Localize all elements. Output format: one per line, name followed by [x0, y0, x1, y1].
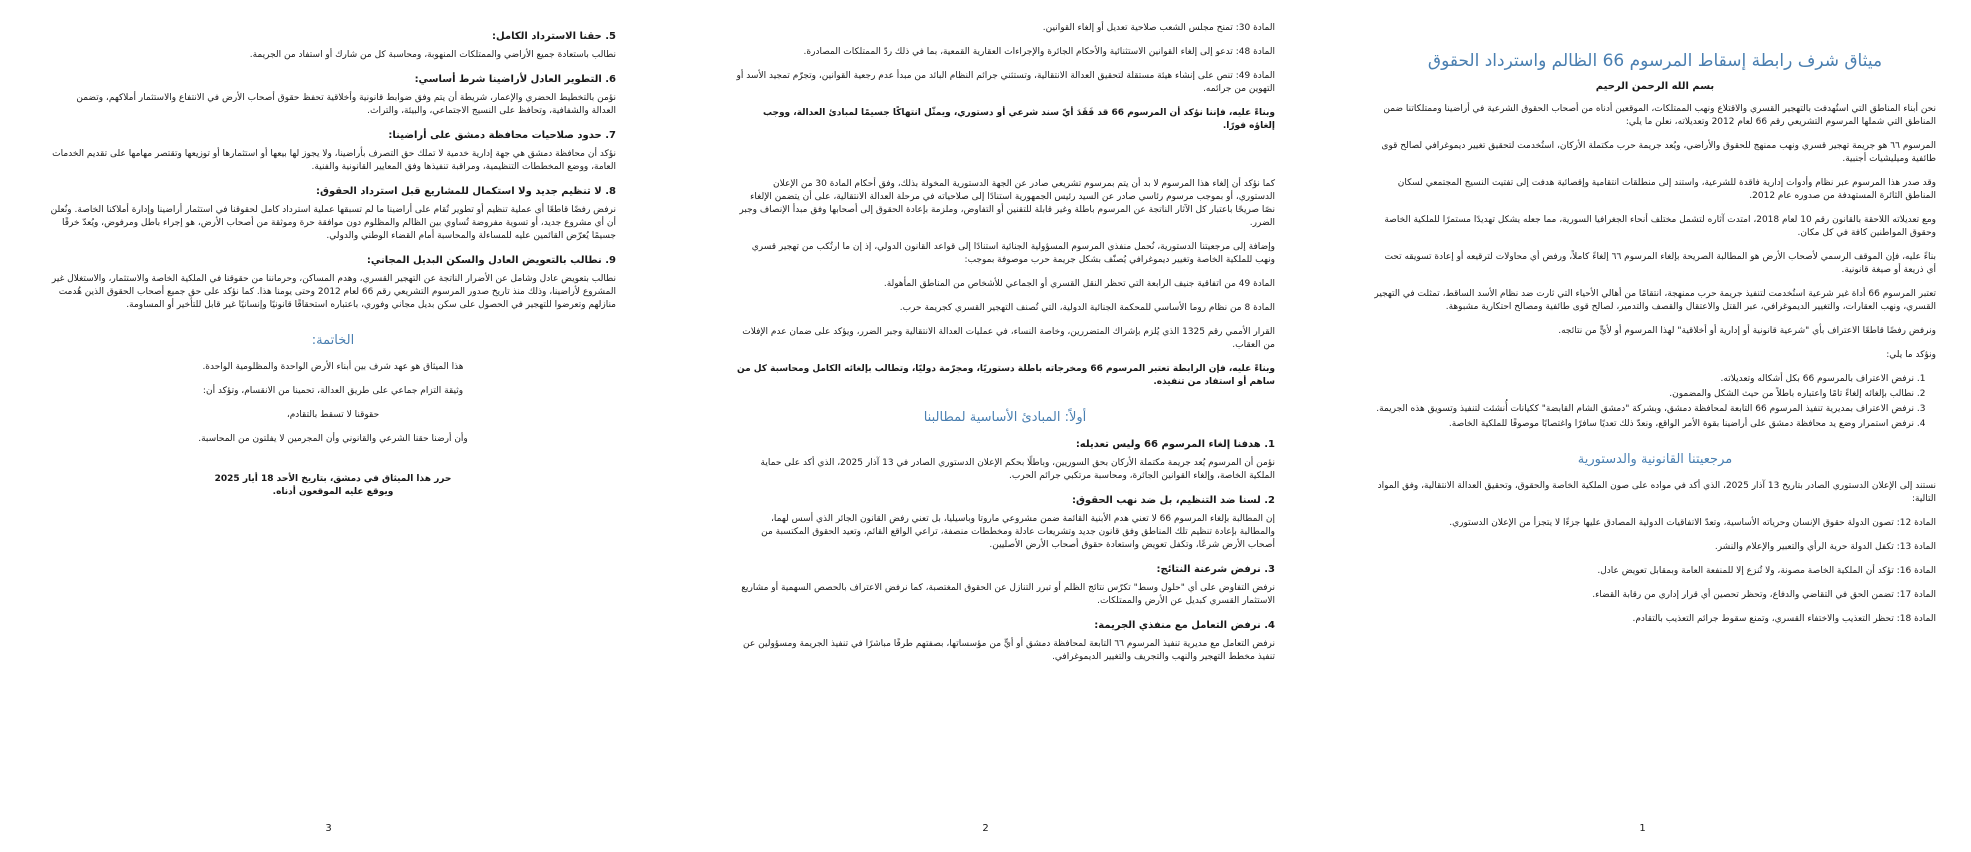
conclusion: وبناءً عليه، فإن الرابطة تعتبر المرسوم 66 ومخرجاته باطلة دستوريًا، ومجرّمة دوليًا، وتطالب بإلغائه الكامل ومحاسبة كل من ساهم أو استفاد من تنفيذه.	[736, 364, 1275, 387]
article: المادة 13: تكفل الدولة حرية الرأي والتعبير والإعلام والنشر.	[1714, 542, 1936, 552]
paragraph: وقد صدر هذا المرسوم عبر نظام وأدوات إدارية فاقدة للشرعية، واستند إلى منطلقات انتقامية وإقصائية هدفت إلى تفتيت النسيج المجتمعي لسكان المناطق الثائرة المستهدفة من صدوره عام 2012.	[1397, 178, 1936, 201]
closing-line: هذا الميثاق هو عهد شرف بين أبناء الأرض الواحدة والمظلومية الواحدة.	[202, 362, 464, 372]
conclusion: وبناءً عليه، فإننا نؤكد أن المرسوم 66 قد فَقَدَ أيّ سند شرعي أو دستوري، ويمثّل انتهاكًا جسيمًا لمبادئ العدالة، ووجب إلغاؤه فورًا.	[762, 108, 1275, 131]
paragraph: المرسوم ٦٦ هو جريمة تهجير قسري ونهب ممنهج للحقوق والأراضي، ويُعد جريمة حرب مكتملة الأركان، استُخدمت لتحقيق تغيير ديموغرافي لصالح قوى طائفية وميليشيات أجنبية.	[1381, 141, 1936, 164]
principle-heading: 9. نطالب بالتعويض العادل والسكن البديل المجاني:	[366, 255, 616, 266]
signature-note: ويوقع عليه الموقعون أدناه.	[272, 487, 394, 497]
article: المادة 12: تصون الدولة حقوق الإنسان وحرياته الأساسية، وتعدّ الاتفاقيات الدولية المصادق عليها جزءًا لا يتجزأ من الإعلان الدستوري.	[1449, 518, 1936, 528]
paragraph: ومع تعديلاته اللاحقة بالقانون رقم 10 لعام 2018، امتدت آثاره لتشمل مختلف أنحاء الجغرافيا السورية، مما جعله يشكل تهديدًا مستمرًا للملكية الخاصة وحقوق المواطنين كافة في كل مكان.	[1384, 215, 1936, 238]
page-1-content	[1374, 50, 1936, 637]
paragraph: ونؤكد ما يلي:	[1886, 350, 1936, 360]
article: المادة 49: تنص على إنشاء هيئة مستقلة لتحقيق العدالة الانتقالية، وتستثني جرائم النظام البائد من مبدأ عدم رجعية القوانين، وتجرّم تمجيد الأسد أو التهوين من جرائمه.	[736, 71, 1275, 94]
list-item: 4. نرفض استمرار وضع يد محافظة دمشق على أراضينا بقوة الأمر الواقع، ونعدّ ذلك تعديًا سافرًا واغتصابًا موصوفًا للملكية الخاصة.	[1374, 418, 1914, 431]
page-2-content	[735, 22, 1275, 675]
principle-text: نؤكد أن محافظة دمشق هي جهة إدارية خدمية لا تملك حق التصرف بأراضينا، ولا يجوز لها بيعها أو استثمارها أو توزيعها وتقتصر مهامها على تقديم الخدمات العامة، ووضع المخططات التنظيمية، ومراقبة تنفيذها وفق المعايير القانونية والفنية.	[52, 149, 616, 172]
page-number: 2	[982, 823, 989, 834]
paragraph: نحن أبناء المناطق التي استُهدفت بالتهجير القسري والاقتلاع ونهب الممتلكات، الموقعين أدناه من أصحاب الحقوق الشرعية في أراضينا وممتلكاتنا ضمن المناطق التي شملها المرسوم التشريعي رقم 66 لعام 2012 وتعديلاته، نعلن ما يلي:	[1383, 104, 1936, 127]
paragraph: بناءً عليه، فإن الموقف الرسمي لأصحاب الأرض هو المطالبة الصريحة بإلغاء المرسوم ٦٦ إلغاءً كاملاً، ورفض أي محاولات لترقيعه أو إعادة تسويقه تحت أي ذريعة أو صيغة قانونية.	[1384, 252, 1936, 275]
paragraph: وإضافة إلى مرجعيتنا الدستورية، نُحمل منفذي المرسوم المسؤولية الجنائية استنادًا إلى قواعد القانون الدولي، إذ إن ما ارتُكب من تهجير قسري ونهب للملكية الخاصة وتغيير ديموغرافي يُصنّف بشكل جريمة حرب موصوفة بموجب:	[751, 242, 1275, 265]
document-page-3	[0, 0, 657, 852]
article: المادة 48: تدعو إلى إلغاء القوانين الاستثنائية والأحكام الجائرة والإجراءات العقارية القمعية، بما في ذلك ردّ الممتلكات المصادرة.	[803, 47, 1275, 57]
list-item: 2. نطالب بإلغائه إلغاءً تامًا واعتباره باطلاً من حيث الشكل والمضمون.	[1374, 388, 1914, 401]
principle-text: نرفض التفاوض على أي "حلول وسط" تكرّس نتائج الظلم أو تبرر التنازل عن الحقوق المغتصبة، كما نرفض الاعتراف بالحصص السهمية أو مشاريع الاستثمار القسري كبديل عن الأرض والممتلكات.	[741, 583, 1275, 606]
article: المادة 30: تمنح مجلس الشعب صلاحية تعديل أو إلغاء القوانين.	[1042, 23, 1275, 33]
closing-line: وأن أرضنا حقنا الشرعي والقانوني وأن المجرمين لا يفلتون من المحاسبة.	[198, 434, 468, 444]
document-title: ميثاق شرف رابطة إسقاط المرسوم 66 الظالم واسترداد الحقوق	[1427, 51, 1883, 71]
page-number: 1	[1639, 823, 1646, 834]
principle-text: نطالب بتعويض عادل وشامل عن الأضرار الناتجة عن التهجير القسري، وهدم المساكن، وحرماننا من حقوقنا في الملكية الخاصة والاستثمار، والاستغلال غير المشروع لأراضينا، وذلك منذ تاريخ صدور المرسوم التشريعي رقم 66 لعام 2012 وحتى يومنا هذا. كما نؤكد على حق جميع أصحاب الحقوق الذين هُدمت منازلهم وتعرضوا للتهجير في الحصول على سكن بديل مجاني وفوري، باعتباره استحقاقًا قانونيًا وإنسانيًا غير قابل للتأخير أو المساومة.	[51, 274, 616, 310]
closing-heading: الخاتمة:	[311, 333, 355, 348]
paragraph: كما نؤكد أن إلغاء هذا المرسوم لا بد أن يتم بمرسوم تشريعي صادر عن الجهة الدستورية المخولة بذلك، وفق أحكام المادة 30 من الإعلان الدستوري، أو بموجب مرسوم رئاسي صادر عن السيد رئيس الجمهورية استنادًا إلى صلاحياته في مرحلة العدالة الانتقالية، على أن يتضمن الإلغاء نصًا صريحًا باعتبار كل الآثار الناتجة عن المرسوم باطلة وغير قابلة للتقنين أو التفاوض، وملزمة بإعادة الحقوق إلى أصحابها وفق مبدأ الإنصاف وجبر الضرر.	[739, 179, 1275, 228]
article: المادة 18: تحظر التعذيب والاختفاء القسري، وتمنع سقوط جرائم التعذيب بالتقادم.	[1632, 614, 1936, 624]
principle-heading: 5. حقنا الاسترداد الكامل:	[491, 31, 616, 42]
list-item: 1. نرفض الاعتراف بالمرسوم 66 بكل أشكاله وتعديلاته.	[1374, 373, 1914, 386]
principle-text: نرفض رفضًا قاطعًا أي عملية تنظيم أو تطوير تُقام على أراضينا ما لم تسبقها عملية استرداد كامل لحقوقنا في استثمار أراضينا وإدارة أملاكنا الخاصة. ونُعلن أن أي مشروع جديد، أو تسوية مفروضة تُساوي بين الظالم والمظلوم دون موافقة حرة وموثقة من أصحاب الأرض، هو إجراء باطل ومرفوض، ويُعدّ خرقًا جسيمًا يُعرّض القائمين عليه للمساءلة والمحاسبة أمام القضاء الوطني والدولي.	[50, 205, 616, 241]
paragraph: ونرفض رفضًا قاطعًا الاعتراف بأي "شرعية قانونية أو إدارية أو أخلاقية" لهذا المرسوم أو لأيٍّ من نتائجه.	[1558, 326, 1936, 336]
principle-heading: 2. لسنا ضد التنظيم، بل ضد نهب الحقوق:	[1071, 495, 1275, 506]
paragraph: القرار الأممي رقم 1325 الذي يُلزم بإشراك المتضررين، وخاصة النساء، في عمليات العدالة الانتقالية وجبر الضرر، ويؤكد على ضمان عدم الإفلات من العقاب.	[742, 327, 1275, 350]
list-item: 3. نرفض الاعتراف بمديرية تنفيذ المرسوم 66 التابعة لمحافظة دمشق، وبشركة "دمشق الشام القابضة" ككيانات أُنشئت لتنفيذ وتسويق هذه الجريمة.	[1374, 403, 1914, 416]
document-page-2	[657, 0, 1314, 852]
principle-heading: 6. التطوير العادل لأراضينا شرط أساسي:	[414, 74, 616, 85]
closing-line: حقوقنا لا تسقط بالتقادم،	[286, 410, 380, 420]
document-page-1	[1314, 0, 1971, 852]
basmala: بسم الله الرحمن الرحيم	[1595, 81, 1715, 92]
principle-heading: 3. نرفض شرعنة النتائج:	[1156, 564, 1275, 575]
principle-heading: 4. نرفض التعامل مع منفذي الجريمة:	[1094, 620, 1275, 631]
page-3-content	[50, 22, 616, 499]
principle-text: نرفض التعامل مع مديرية تنفيذ المرسوم ٦٦ التابعة لمحافظة دمشق أو أيٍّ من مؤسساتها، بصفتهم طرفًا مباشرًا في تنفيذ الجريمة ومسؤولين عن تنفيذ مخطط التهجير والنهب والتجريف والتغيير الديموغرافي.	[743, 639, 1275, 662]
paragraph: نستند إلى الإعلان الدستوري الصادر بتاريخ 13 آذار 2025، الذي أكد في مواده على صون الملكية الخاصة والحقوق، وتحقيق العدالة الانتقالية، وفق المواد التالية:	[1377, 481, 1936, 504]
section-heading: مرجعيتنا القانونية والدستورية	[1577, 452, 1733, 467]
page-number: 3	[325, 823, 332, 834]
principle-heading: 1. هدفنا إلغاء المرسوم 66 وليس تعديله:	[1075, 439, 1275, 450]
principle-heading: 7. حدود صلاحيات محافظة دمشق على أراضينا:	[388, 130, 616, 141]
paragraph: المادة 49 من اتفاقية جنيف الرابعة التي تحظر النقل القسري أو الجماعي للأشخاص من المناطق المأهولة.	[883, 279, 1275, 289]
principle-text: إن المطالبة بإلغاء المرسوم 66 لا تعني هدم الأبنية القائمة ضمن مشروعي ماروتا وباسيليا، بل تعني رفض القانون الجائر الذي أسس لهما، والمطالبة بإعادة تنظيم تلك المناطق وفق قانون جديد وتشريعات عادلة ومخططات منصفة، تراعي الواقع القائم، وتعيد الحقوق المكتسبة من أصحاب الأرض شرعًا، وتكفل تعويض واستعادة حقوق أصحاب الأرض الأصليين.	[761, 514, 1275, 550]
principle-text: نؤمن بالتخطيط الحضري والإعمار، شريطة أن يتم وفق ضوابط قانونية وأخلاقية تحفظ حقوق أصحاب الأرض في الانتفاع والاستثمار أملاكهم، وتضمن العدالة والشفافية، وتحافظ على النسيج الاجتماعي، والبيئة، والتراث.	[76, 93, 616, 116]
demands-list	[1374, 373, 1936, 431]
paragraph: تعتبر المرسوم 66 أداة غير شرعية استُخدمت لتنفيذ جريمة حرب ممنهجة، انتقامًا من أهالي الأحياء التي ثارت ضد نظام الأسد الساقط، تمثلت في التهجير القسري، ونهب العقارات، والتغيير الديموغرافي، عبر القتل والاعتقال والقصف والتدمير، لصالح قوى طائفية ومصالح احتكارية مشبوهة.	[1374, 289, 1936, 312]
closing-line: وثيقة التزام جماعي على طريق العدالة، تحمينا من الانقسام، وتؤكد أن:	[202, 386, 464, 396]
spacer	[50, 457, 616, 473]
article: المادة 16: تؤكد أن الملكية الخاصة مصونة، ولا تُنزع إلا للمنفعة العامة وبمقابل تعويض عادل.	[1597, 566, 1936, 576]
principle-heading: 8. لا تنظيم جديد ولا استكمال للمشاريع قبل استرداد الحقوق:	[316, 186, 616, 197]
spacer	[735, 144, 1275, 178]
paragraph: المادة 8 من نظام روما الأساسي للمحكمة الجنائية الدولية، التي تُصنف التهجير القسري كجريمة حرب.	[899, 303, 1275, 313]
signature-date: حرر هذا الميثاق في دمشق، بتاريخ الأحد 18 أيار 2025	[214, 474, 452, 484]
section-heading: أولاً: المبادئ الأساسية لمطالبنا	[923, 410, 1087, 425]
principle-text: نطالب باستعادة جميع الأراضي والممتلكات المنهوبة، ومحاسبة كل من شارك أو استفاد من الجريمة.	[249, 50, 616, 60]
article: المادة 17: تضمن الحق في التقاضي والدفاع، وتحظر تحصين أي قرار إداري من رقابة القضاء.	[1592, 590, 1936, 600]
principle-text: نؤمن أن المرسوم يُعد جريمة مكتملة الأركان بحق السوريين، وباطلًا بحكم الإعلان الدستوري الصادر في 13 آذار 2025، الذي أكد على حماية الملكية الخاصة، وإلغاء القوانين الجائرة، ومحاسبة مرتكبي جرائم الحرب.	[760, 458, 1275, 481]
